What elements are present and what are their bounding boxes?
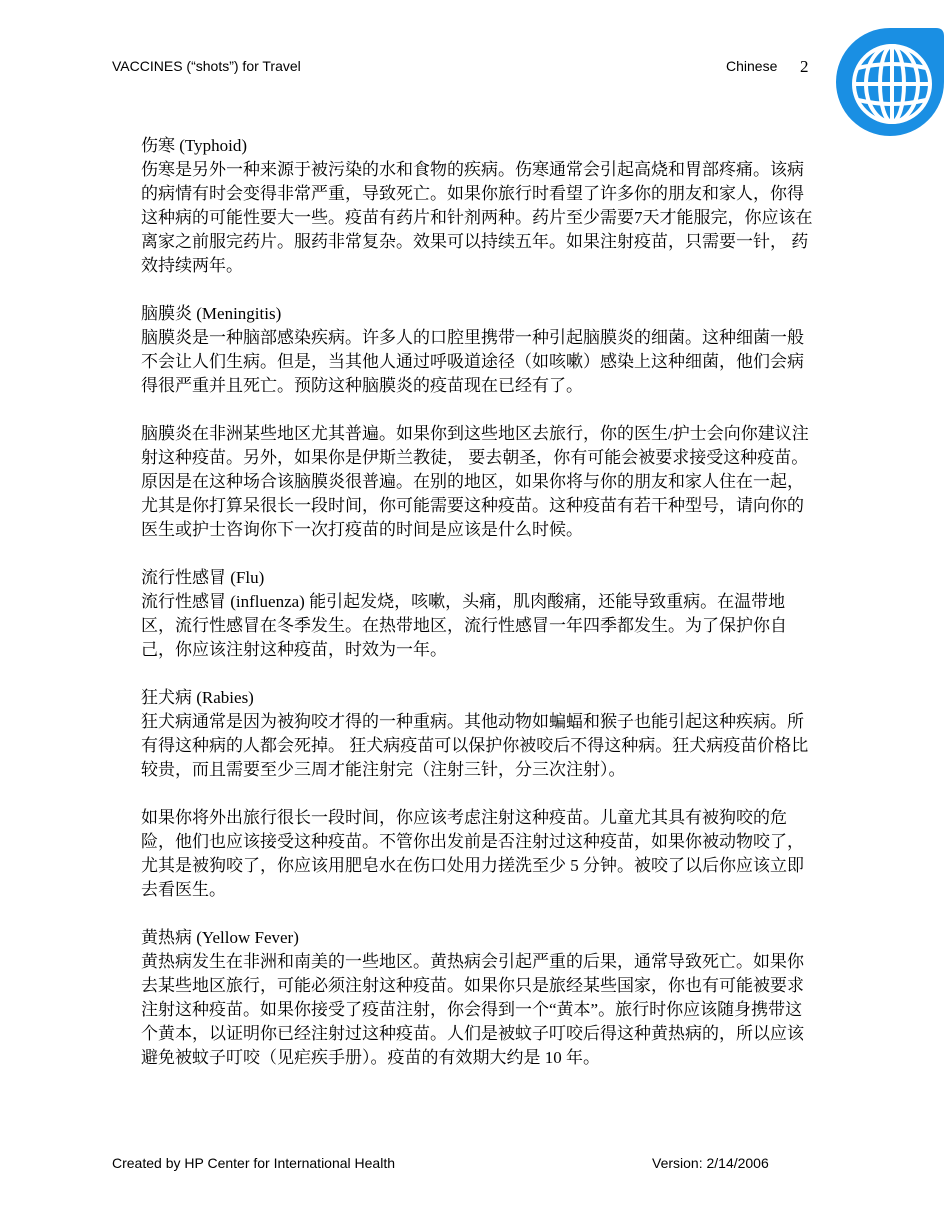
language-label: Chinese — [726, 58, 778, 74]
section-paragraph: 伤寒是另外一种来源于被污染的水和食物的疾病。伤寒通常会引起高烧和胃部疼痛。该病的病情有时会变得非常严重，导致死亡。如果你旅行时看望了许多你的朋友和家人，你得这种病的可能性要大一些。疫苗有药片和针剂两种。药片至少需要7天才能服完，你应该在离家之前服完药片。服药非常复杂。效果可以持续五年。如果注射疫苗，只需要一针， 药效持续两年。 — [141, 160, 813, 275]
section-flu — [141, 566, 817, 662]
section-title: 黄热病 (Yellow Fever) — [141, 928, 299, 947]
section-rabies — [141, 686, 817, 902]
globe-icon — [834, 26, 946, 138]
section-title: 狂犬病 (Rabies) — [141, 688, 254, 707]
section-paragraph: 狂犬病通常是因为被狗咬才得的一种重病。其他动物如蝙蝠和猴子也能引起这种疾病。所有得这种病的人都会死掉。 狂犬病疫苗可以保护你被咬后不得这种病。狂犬病疫苗价格比较贵，而且需要至少三周才能注射完（注射三针，分三次注射）。 — [141, 712, 809, 779]
section-yellow-fever — [141, 926, 817, 1070]
section-paragraph: 黄热病发生在非洲和南美的一些地区。黄热病会引起严重的后果，通常导致死亡。如果你去某些地区旅行，可能必须注射这种疫苗。如果你只是旅经某些国家，你也有可能被要求注射这种疫苗。如果你接受了疫苗注射，你会得到一个“黄本”。旅行时你应该随身携带这个黄本，以证明你已经注射过这种疫苗。人们是被蚊子叮咬后得这种黄热病的，所以应该避免被蚊子叮咬（见疟疾手册）。疫苗的有效期大约是 10 年。 — [141, 952, 804, 1067]
section-paragraph: 流行性感冒 (influenza) 能引起发烧，咳嗽，头痛，肌肉酸痛，还能导致重病。在温带地区，流行性感冒在冬季发生。在热带地区，流行性感冒一年四季都发生。为了保护你自己，你应该注射这种疫苗，时效为一年。 — [141, 592, 787, 659]
section-title: 伤寒 (Typhoid) — [141, 136, 247, 155]
section-typhoid — [141, 134, 817, 278]
footer-version: Version: 2/14/2006 — [652, 1155, 769, 1171]
section-title: 流行性感冒 (Flu) — [141, 568, 265, 587]
footer-credit: Created by HP Center for International Health — [112, 1155, 396, 1171]
document-title: VACCINES (“shots”) for Travel — [112, 58, 301, 74]
section-paragraph: 如果你将外出旅行很长一段时间，你应该考虑注射这种疫苗。儿童尤其具有被狗咬的危险，他们也应该接受这种疫苗。不管你出发前是否注射过这种疫苗，如果你被动物咬了， 尤其是被狗咬了，你应该用肥皂水在伤口处用力搓洗至少 5 分钟。被咬了以后你应该立即去看医生。 — [141, 808, 804, 899]
section-title: 脑膜炎 (Meningitis) — [141, 304, 282, 323]
section-paragraph: 脑膜炎在非洲某些地区尤其普遍。如果你到这些地区去旅行，你的医生/护士会向你建议注射这种疫苗。另外，如果你是伊斯兰教徒， 要去朝圣，你有可能会被要求接受这种疫苗。原因是在这种场合该脑膜炎很普遍。在别的地区，如果你将与你的朋友和家人住在一起，尤其是你打算呆很长一段时间，你可能需要这种疫苗。这种疫苗有若干种型号，请向你的医生或护士咨询你下一次打疫苗的时间是应该是什么时候。 — [141, 424, 809, 539]
section-meningitis — [141, 302, 817, 542]
document-body — [141, 134, 817, 1094]
section-paragraph: 脑膜炎是一种脑部感染疾病。许多人的口腔里携带一种引起脑膜炎的细菌。这种细菌一般不会让人们生病。但是，当其他人通过呼吸道途径（如咳嗽）感染上这种细菌，他们会病得很严重并且死亡。预防这种脑膜炎的疫苗现在已经有了。 — [141, 328, 804, 395]
page-number: 2 — [800, 57, 809, 76]
